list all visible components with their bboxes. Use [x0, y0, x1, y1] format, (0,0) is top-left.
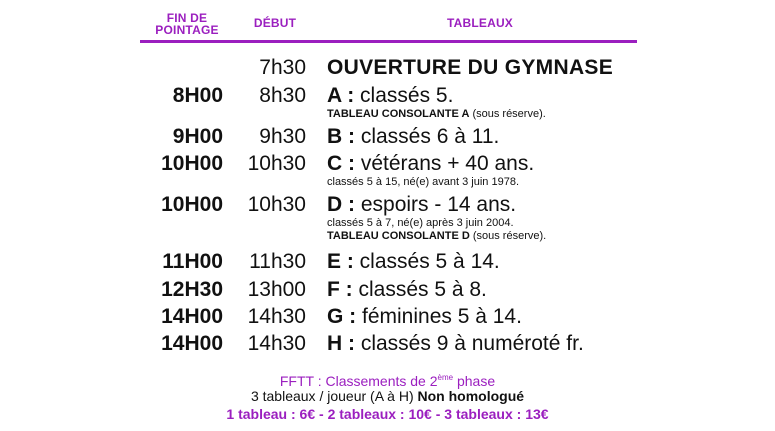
footer-classements-text: FFTT : Classements de 2 [279, 373, 438, 389]
footer-classements [0, 370, 775, 389]
row-tableau-key: F : [327, 278, 353, 301]
row-tableau-key: C : [327, 152, 355, 175]
footer-tarifs: 1 tableau : 6€ - 2 tableaux : 10€ - 3 tableaux : 13€ [226, 406, 549, 422]
row-debut-time: 14h30 [247, 305, 306, 328]
row-tableau [327, 250, 767, 274]
row-note-bold: TABLEAU CONSOLANTE D [327, 230, 470, 242]
footer-tableaux-text: 3 tableaux / joueur (A à H) [250, 388, 418, 404]
row-note-text: (sous réserve). [469, 108, 546, 120]
row-opening-label: OUVERTURE DU GYMNASE [327, 56, 614, 79]
row-debut-time: 8h30 [259, 84, 306, 107]
row-fin-time: 10H00 [161, 152, 223, 175]
footer-non-homologue: Non homologué [417, 388, 525, 404]
row-tableau [327, 278, 767, 302]
row-debut-time: 14h30 [247, 332, 306, 355]
footer-classements-sup: ème [437, 373, 454, 382]
header-fin-de-pointage [142, 12, 232, 36]
row-tableau-text: vétérans + 40 ans. [355, 152, 535, 175]
row-debut-time: 7h30 [259, 56, 306, 79]
row-fin-time: 14H00 [161, 332, 223, 355]
footer-classements-phase: phase [453, 373, 496, 389]
row-tableau-key: A : [327, 84, 355, 107]
row-tableau [327, 84, 767, 108]
header-fin-line2: POINTAGE [155, 23, 219, 37]
row-note-consolante [327, 230, 767, 243]
row-fin-time: 8H00 [172, 84, 223, 107]
row-tableau-key: G : [327, 305, 357, 328]
row-note [327, 108, 767, 121]
row-note: classés 5 à 15, né(e) avant 3 juin 1978. [327, 176, 520, 188]
header-tableaux: TABLEAUX [446, 16, 514, 30]
schedule-header [0, 0, 775, 40]
row-fin-time: 14H00 [161, 305, 223, 328]
row-tableau-text: classés 9 à numéroté fr. [355, 332, 584, 355]
row-tableau-key: D : [327, 193, 355, 216]
row-tableau-key: B : [327, 125, 355, 148]
row-tableau-text: classés 5 à 8. [352, 278, 487, 301]
row-tableau-text: féminines 5 à 14. [356, 305, 522, 328]
row-note: classés 5 à 7, né(e) après 3 juin 2004. [327, 217, 514, 229]
row-debut-time: 11h30 [249, 250, 306, 273]
header-divider [140, 40, 637, 43]
row-tableau [327, 152, 767, 176]
row-note-bold: TABLEAU CONSOLANTE A [327, 108, 470, 120]
row-tableau [327, 332, 767, 356]
row-tableau-key: E : [327, 250, 354, 273]
row-debut-time: 9h30 [259, 125, 306, 148]
row-tableau-text: classés 5. [354, 84, 454, 107]
row-debut-time: 10h30 [247, 152, 306, 175]
header-debut: DÉBUT [253, 16, 297, 30]
row-note-text: (sous réserve). [469, 230, 547, 242]
row-fin-time: 11H00 [162, 250, 223, 273]
row-debut-time: 10h30 [247, 193, 306, 216]
row-tableau [327, 125, 767, 149]
row-tableau [327, 193, 767, 217]
row-debut-time: 13h00 [247, 278, 306, 301]
row-tableau-text: espoirs - 14 ans. [355, 193, 517, 216]
row-fin-time: 10H00 [161, 193, 223, 216]
row-tableau-text: classés 5 à 14. [353, 250, 500, 273]
row-tableau [327, 305, 767, 329]
row-tableau-key: H : [327, 332, 355, 355]
row-tableau-text: classés 6 à 11. [355, 125, 500, 148]
header-fin-line1: FIN DE [166, 11, 208, 25]
row-fin-time: 9H00 [172, 125, 223, 148]
footer-tableaux-info [0, 388, 775, 404]
row-fin-time: 12H30 [161, 278, 223, 301]
